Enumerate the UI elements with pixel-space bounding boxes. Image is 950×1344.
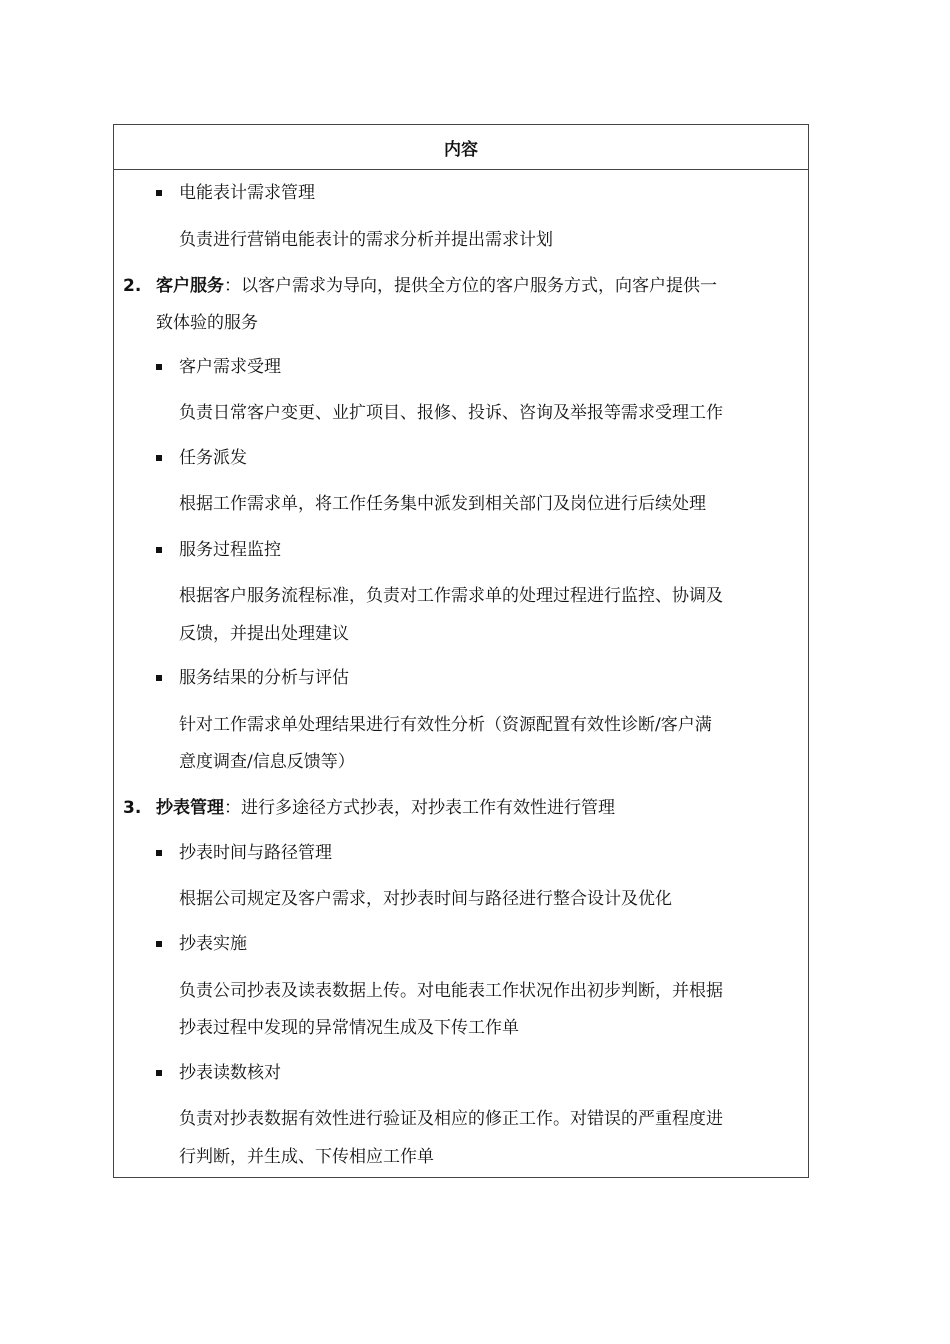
bullet-square-icon xyxy=(156,675,162,681)
section-number-text: 3. xyxy=(123,798,142,818)
bullet-square-icon xyxy=(156,941,162,947)
section-number xyxy=(123,274,141,298)
bullet-item-desc: 针对工作需求单处理结果进行有效性分析（资源配置有效性诊断/客户满 xyxy=(179,715,712,735)
bullet-item-desc: 根据公司规定及客户需求，对抄表时间与路径进行整合设计及优化 xyxy=(179,889,672,909)
content-table xyxy=(113,124,809,1178)
bullet-item-title: 服务结果的分析与评估 xyxy=(179,668,349,688)
section-title: 客户服务 xyxy=(156,276,224,296)
bullet-square-icon xyxy=(156,455,162,461)
section-heading-line xyxy=(156,796,615,820)
bullet-square-icon xyxy=(156,364,162,370)
bullet-item-desc: 负责公司抄表及读表数据上传。对电能表工作状况作出初步判断，并根据 xyxy=(179,981,723,1001)
section-text: ：以客户需求为导向，提供全方位的客户服务方式，向客户提供一 xyxy=(224,276,717,296)
bullet-item-title: 任务派发 xyxy=(179,448,247,468)
bullet-item-desc: 负责进行营销电能表计的需求分析并提出需求计划 xyxy=(179,230,553,250)
bullet-item-title: 客户需求受理 xyxy=(179,357,281,377)
bullet-item-title: 抄表实施 xyxy=(179,934,247,954)
bullet-item-title: 抄表读数核对 xyxy=(179,1063,281,1083)
bullet-square-icon xyxy=(156,850,162,856)
bullet-item-desc-cont: 行判断，并生成、下传相应工作单 xyxy=(179,1147,434,1167)
bullet-item-desc-cont: 反馈，并提出处理建议 xyxy=(179,624,349,644)
section-text: ：进行多途径方式抄表，对抄表工作有效性进行管理 xyxy=(224,798,615,818)
bullet-item-desc-cont: 抄表过程中发现的异常情况生成及下传工作单 xyxy=(179,1018,519,1038)
section-number xyxy=(123,796,141,820)
bullet-item-title: 电能表计需求管理 xyxy=(179,183,315,203)
bullet-item-desc: 负责对抄表数据有效性进行验证及相应的修正工作。对错误的严重程度进 xyxy=(179,1109,723,1129)
bullet-item-desc: 根据工作需求单，将工作任务集中派发到相关部门及岗位进行后续处理 xyxy=(179,494,706,514)
bullet-item-title: 抄表时间与路径管理 xyxy=(179,843,332,863)
bullet-square-icon xyxy=(156,1070,162,1076)
section-number-text: 2. xyxy=(123,276,142,296)
bullet-item-title: 服务过程监控 xyxy=(179,540,281,560)
bullet-item-desc-cont: 意度调查/信息反馈等） xyxy=(179,752,355,772)
section-title: 抄表管理 xyxy=(156,798,224,818)
bullet-item-desc: 根据客户服务流程标准，负责对工作需求单的处理过程进行监控、协调及 xyxy=(179,586,723,606)
header-title: 内容 xyxy=(444,139,478,160)
bullet-square-icon xyxy=(156,190,162,196)
table-header xyxy=(114,125,808,170)
bullet-square-icon xyxy=(156,547,162,553)
bullet-item-desc: 负责日常客户变更、业扩项目、报修、投诉、咨询及举报等需求受理工作 xyxy=(179,403,723,423)
section-text-cont: 致体验的服务 xyxy=(156,313,258,333)
section-heading-line xyxy=(156,274,717,298)
